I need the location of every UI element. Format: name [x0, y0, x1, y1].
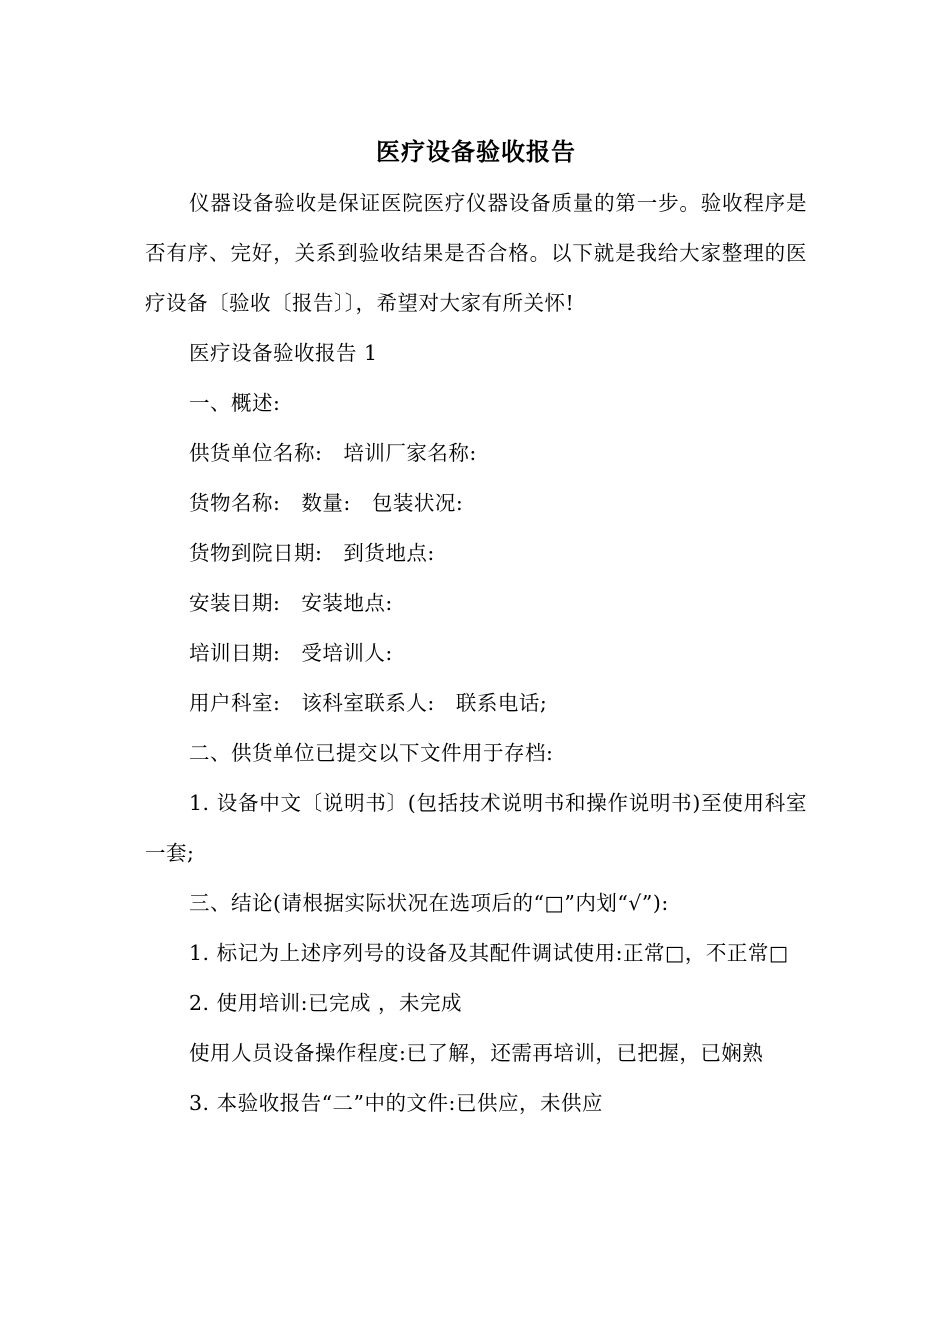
report-heading: 医疗设备验收报告 1 — [189, 341, 378, 365]
section-heading-overview: 一、概述: — [189, 391, 281, 415]
document-title: 医疗设备验收报告 — [376, 137, 576, 166]
field-line-installation: 安装日期: 安装地点: — [189, 591, 393, 615]
list-item-manual: 1. 设备中文〔说明书〕(包括技术说明书和操作说明书)至使用科室一套; — [145, 791, 807, 865]
field-line-arrival: 货物到院日期: 到货地点: — [189, 541, 435, 565]
field-line-goods: 货物名称: 数量: 包装状况: — [189, 491, 464, 515]
list-item-documents-status: 3. 本验收报告“二”中的文件:已供应，未供应 — [189, 1091, 603, 1115]
list-item-operation-level: 使用人员设备操作程度:已了解，还需再培训，已把握，已娴熟 — [189, 1041, 764, 1065]
field-line-department: 用户科室: 该科室联系人: 联系电话; — [189, 691, 548, 715]
list-item-debug: 1. 标记为上述序列号的设备及其配件调试使用:正常□，不正常□ — [189, 941, 789, 965]
document-page — [145, 130, 807, 1128]
field-line-supplier: 供货单位名称: 培训厂家名称: — [189, 441, 477, 465]
section-heading-documents: 二、供货单位已提交以下文件用于存档: — [189, 741, 554, 765]
section-heading-conclusion: 三、结论(请根据实际状况在选项后的“□”内划“√”): — [189, 891, 669, 915]
field-line-training: 培训日期: 受培训人: — [189, 641, 393, 665]
list-item-training: 2. 使用培训:已完成 ，未完成 — [189, 991, 462, 1015]
intro-paragraph: 仪器设备验收是保证医院医疗仪器设备质量的第一步。验收程序是否有序、完好，关系到验收结果是否合格。以下就是我给大家整理的医疗设备〔验收〔报告〕〕，希望对大家有所关怀! — [145, 191, 807, 315]
